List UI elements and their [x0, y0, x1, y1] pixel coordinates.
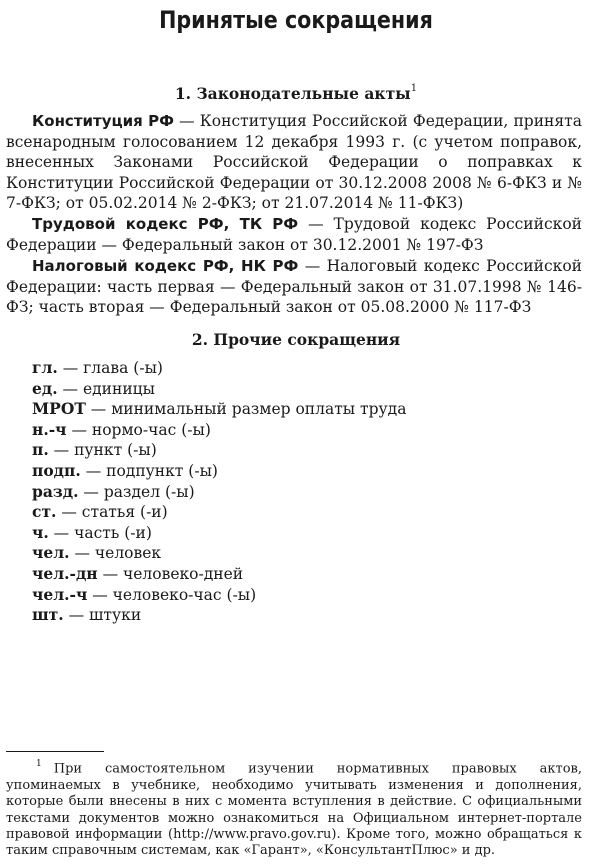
footnote-mark: 1 [36, 759, 42, 769]
abbreviation-meaning: — пункт (-ы) [48, 441, 157, 460]
abbreviation: п. [32, 440, 49, 460]
footnote-text: При самостоятельном изучении нормативных правовых актов, упоминаемых в учебнике, необходимо учитывать изменения и дополнения, которые были внесены в них с момента вступления в действие. С официальными текстами документов можно ознакомиться на Официальном интернет-портале правовой информации (http://www.pravo.gov.ru). Кроме того, можно обращаться к таким справочным системам, как «Гарант», «КонсультантПлюс» и др. [6, 761, 582, 859]
list-item [32, 379, 572, 400]
entry-text: — Трудовой кодекс Российской Федерации — Федеральный закон от 30.12.2001 № 197-ФЗ [6, 215, 582, 254]
page-title: Принятые сокращения [159, 6, 433, 34]
abbreviation: МРОТ [32, 399, 86, 419]
abbreviation: н.-ч [32, 419, 67, 439]
abbreviation: чел.-дн [32, 563, 98, 583]
list-item [32, 585, 572, 606]
abbreviation: ед. [32, 378, 58, 398]
list-item [32, 605, 572, 626]
abbreviation: подп. [32, 460, 81, 480]
list-item [32, 543, 572, 564]
abbreviation-meaning: — человеко-час (-ы) [87, 585, 257, 604]
abbreviation-meaning: — штуки [63, 606, 142, 625]
abbreviation-meaning: — раздел (-ы) [78, 482, 195, 501]
entry-term: Конституция РФ [32, 112, 175, 130]
list-item [32, 564, 572, 585]
abbreviation: ч. [32, 522, 49, 542]
abbreviation: ст. [32, 502, 57, 522]
list-item [32, 399, 572, 420]
footnote-divider [6, 751, 104, 752]
list-item [32, 440, 572, 461]
entry-labor-code [6, 214, 582, 255]
entry-text: — Налоговый кодекс Российской Федерации: часть первая — Федеральный закон от 31.07.1998 № 146-ФЗ; часть вторая — Федеральный закон от 05.08.2000 № 117-ФЗ [6, 257, 582, 317]
entry-term: Налоговый кодекс РФ, НК РФ [32, 257, 299, 275]
footnote [6, 757, 582, 860]
abbreviation-list [32, 358, 572, 626]
list-item [32, 523, 572, 544]
abbreviation-meaning: — человек [69, 544, 162, 563]
list-item [32, 502, 572, 523]
abbreviation-meaning: — нормо-час (-ы) [66, 420, 211, 439]
entry-text: — Конституция Российской Федерации, принята всенародным голосованием 12 декабря 1993 г. (с учетом поправок, внесенных Законами Российской Федерации о поправках к Конституции Российской Федерации от 30.12.2008 2008 № 6-ФКЗ и № 7-ФКЗ; от 05.02.2014 № 2-ФКЗ; от 21.07.2014 № 11-ФКЗ) [6, 112, 582, 213]
abbreviation-meaning: — минимальный размер оплаты труда [85, 400, 407, 419]
abbreviation: шт. [32, 605, 64, 625]
abbreviation-meaning: — подпункт (-ы) [80, 461, 218, 480]
list-item [32, 420, 572, 441]
abbreviation: гл. [32, 358, 58, 377]
section-heading-text: 1. Законодательные акты [174, 84, 411, 103]
list-item [32, 461, 572, 482]
footnote-reference: 1 [410, 82, 418, 94]
list-item [32, 482, 572, 503]
entry-term: Трудовой кодекс РФ, ТК РФ [32, 215, 299, 233]
abbreviation: разд. [32, 481, 79, 501]
section-heading-legislation [0, 84, 592, 103]
abbreviation-meaning: — человеко-дней [97, 564, 244, 583]
list-item [32, 358, 572, 379]
entry-constitution [6, 111, 582, 214]
entry-tax-code [6, 256, 582, 318]
abbreviation: чел. [32, 543, 70, 563]
abbreviation: чел.-ч [32, 584, 88, 604]
abbreviation-meaning: — статья (-и) [56, 503, 168, 522]
section-heading-other: 2. Прочие сокращения [191, 330, 401, 349]
abbreviation-meaning: — глава (-ы) [57, 359, 163, 377]
abbreviation-meaning: — единицы [57, 379, 155, 398]
abbreviation-meaning: — часть (-и) [48, 523, 152, 542]
